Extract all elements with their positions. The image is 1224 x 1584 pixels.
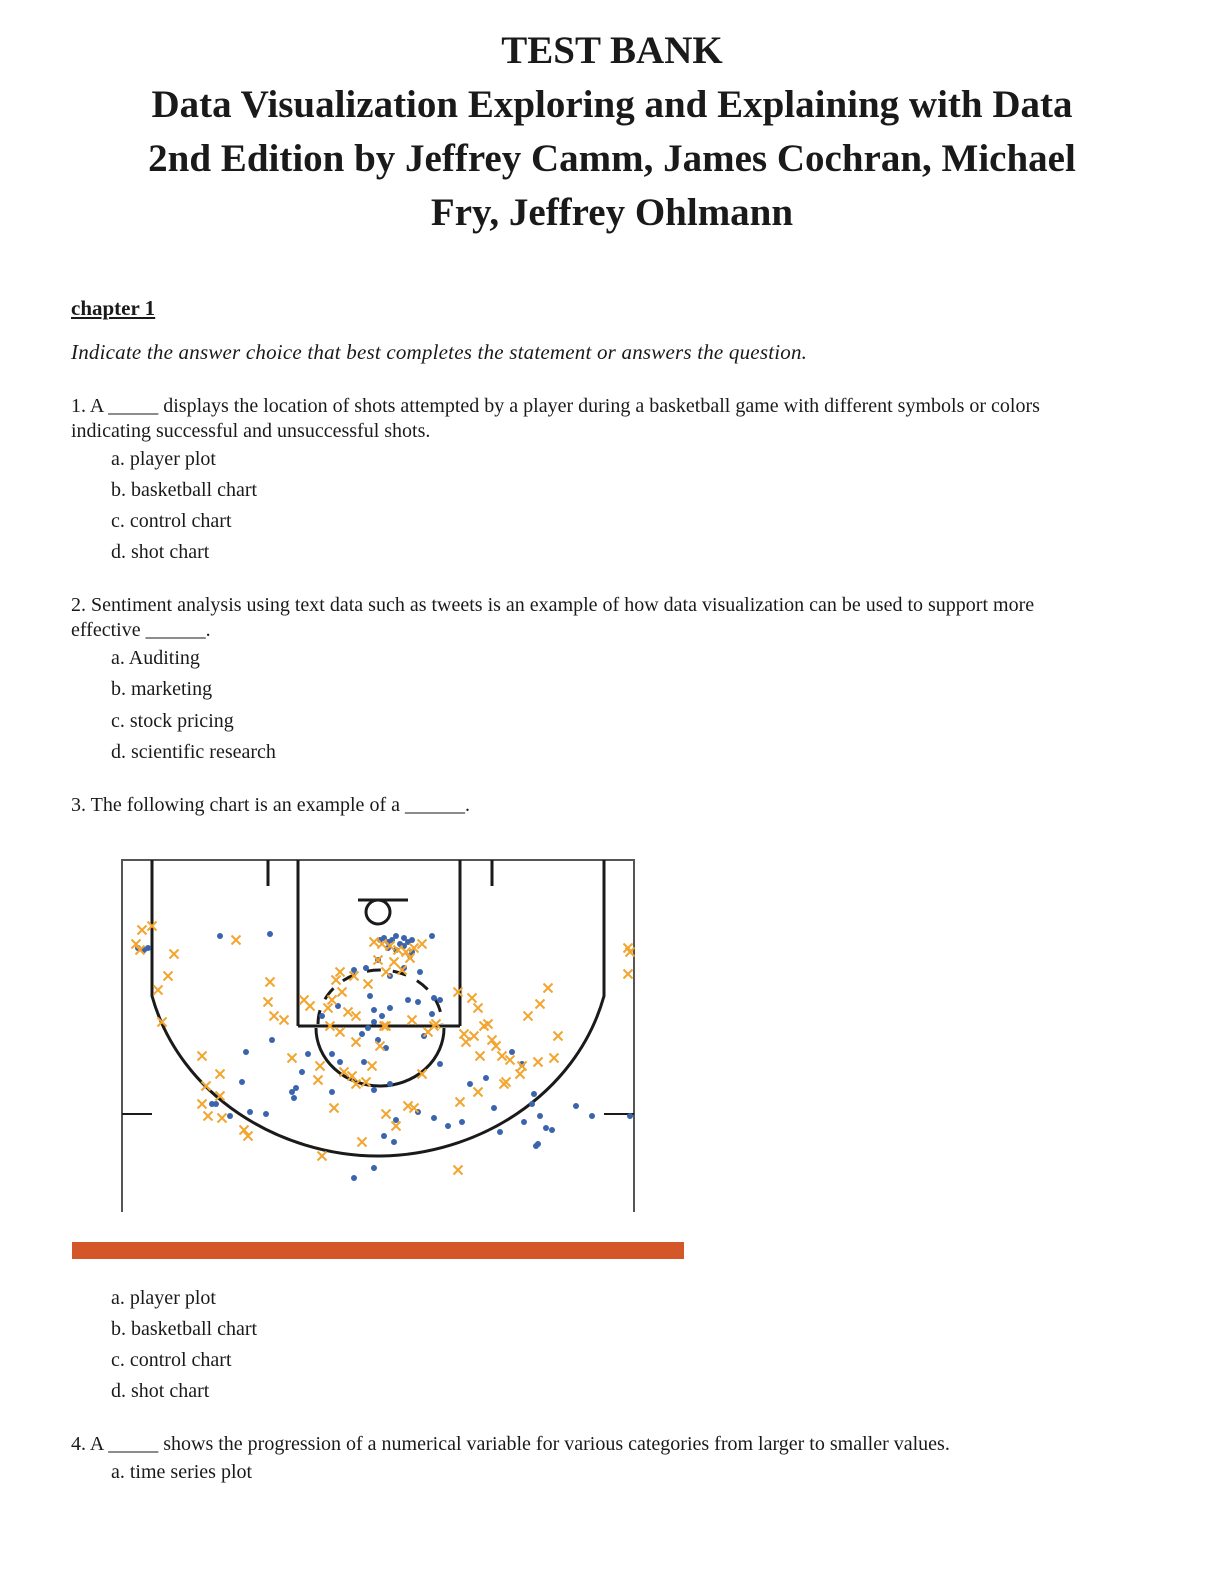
- title-line: Data Visualization Exploring and Explaining with Data: [151, 83, 1073, 126]
- question-1-stem: [71, 394, 1144, 444]
- missed-shot-point: [524, 1012, 533, 1021]
- made-shots: [135, 931, 633, 1181]
- missed-shot-point: [138, 926, 147, 935]
- missed-shot-point: [216, 1070, 225, 1079]
- missed-shot-point: [550, 1054, 559, 1063]
- made-shot-point: [429, 1011, 435, 1017]
- made-shot-point: [387, 1081, 393, 1087]
- missed-shot-point: [314, 1076, 323, 1085]
- made-shot-point: [243, 1049, 249, 1055]
- chapter-heading: chapter 1: [71, 296, 156, 320]
- made-shot-point: [437, 997, 443, 1003]
- question-3-option-a: a. player plot: [111, 1287, 216, 1309]
- made-shot-point: [319, 1013, 325, 1019]
- question-2-option-c: c. stock pricing: [111, 710, 234, 732]
- title-line: Fry, Jeffrey Ohlmann: [430, 191, 794, 234]
- made-shot-point: [535, 1141, 541, 1147]
- made-shot-point: [227, 1113, 233, 1119]
- question-stem-line: 3. The following chart is an example of a ______.: [71, 794, 470, 816]
- made-shot-point: [239, 1079, 245, 1085]
- missed-shot-point: [306, 1002, 315, 1011]
- missed-shot-point: [280, 1016, 289, 1025]
- missed-shot-point: [232, 936, 241, 945]
- missed-shot-point: [624, 970, 633, 979]
- made-shot-point: [293, 1085, 299, 1091]
- missed-shot-point: [390, 958, 399, 967]
- made-shot-point: [497, 1129, 503, 1135]
- made-shot-point: [459, 1119, 465, 1125]
- made-shot-point: [483, 1075, 489, 1081]
- missed-shot-point: [474, 1004, 483, 1013]
- missed-shot-point: [198, 1100, 207, 1109]
- missed-shot-point: [462, 1038, 471, 1047]
- made-shot-point: [431, 995, 437, 1001]
- made-shot-point: [269, 1037, 275, 1043]
- missed-shot-point: [454, 1166, 463, 1175]
- missed-shot-point: [376, 1042, 385, 1051]
- made-shot-point: [573, 1103, 579, 1109]
- made-shot-point: [467, 1081, 473, 1087]
- made-shot-point: [627, 1113, 633, 1119]
- made-shot-point: [291, 1095, 297, 1101]
- made-shot-point: [409, 937, 415, 943]
- question-stem-line: effective ______.: [71, 619, 211, 641]
- made-shot-point: [363, 965, 369, 971]
- missed-shot-point: [352, 1038, 361, 1047]
- made-shot-point: [351, 967, 357, 973]
- made-shot-point: [329, 1089, 335, 1095]
- question-4-option-a: a. time series plot: [111, 1461, 253, 1483]
- question-2-option-a: a. Auditing: [111, 647, 200, 669]
- question-stem-line: indicating successful and unsuccessful shots.: [71, 420, 431, 442]
- made-shot-point: [371, 1087, 377, 1093]
- made-shot-point: [217, 933, 223, 939]
- made-shot-point: [361, 1059, 367, 1065]
- made-shot-point: [405, 997, 411, 1003]
- made-shot-point: [589, 1113, 595, 1119]
- missed-shot-point: [266, 978, 275, 987]
- made-shot-point: [371, 1007, 377, 1013]
- missed-shot-point: [544, 984, 553, 993]
- made-shot-point: [429, 933, 435, 939]
- missed-shot-point: [336, 1028, 345, 1037]
- made-shot-point: [537, 1113, 543, 1119]
- missed-shot-point: [474, 1088, 483, 1097]
- made-shot-point: [263, 1111, 269, 1117]
- made-shot-point: [367, 993, 373, 999]
- made-shot-point: [145, 945, 151, 951]
- missed-shot-point: [382, 968, 391, 977]
- missed-shot-point: [318, 1152, 327, 1161]
- missed-shot-point: [476, 1052, 485, 1061]
- made-shot-point: [445, 1123, 451, 1129]
- made-shot-point: [267, 931, 273, 937]
- made-shot-point: [529, 1101, 535, 1107]
- question-2-option-b: b. marketing: [111, 678, 213, 700]
- made-shot-point: [437, 1061, 443, 1067]
- question-stem-line: 1. A _____ displays the location of shots attempted by a player during a basketball game with different symbols or colors: [71, 395, 1040, 417]
- missed-shot-point: [368, 1062, 377, 1071]
- made-shot-point: [393, 933, 399, 939]
- missed-shot-point: [288, 1054, 297, 1063]
- missed-shot-point: [534, 1058, 543, 1067]
- missed-shot-point: [460, 1030, 469, 1039]
- missed-shot-point: [374, 956, 383, 965]
- missed-shot-point: [554, 1032, 563, 1041]
- question-3-stem: [71, 793, 1144, 818]
- missed-shot-point: [170, 950, 179, 959]
- made-shot-point: [209, 1101, 215, 1107]
- missed-shot-point: [470, 1032, 479, 1041]
- rim: [366, 900, 390, 924]
- missed-shot-point: [316, 1062, 325, 1071]
- question-stem-line: 2. Sentiment analysis using text data such as tweets is an example of how data visualization can be used to support more: [71, 594, 1035, 616]
- made-shot-point: [521, 1119, 527, 1125]
- question-1-option-d: d. shot chart: [111, 541, 210, 563]
- made-shot-point: [305, 1051, 311, 1057]
- title-line: 2nd Edition by Jeffrey Camm, James Cochran, Michael: [148, 137, 1076, 180]
- made-shot-point: [379, 1013, 385, 1019]
- missed-shot-point: [204, 1112, 213, 1121]
- missed-shot-point: [516, 1070, 525, 1079]
- made-shot-point: [491, 1105, 497, 1111]
- missed-shot-point: [536, 1000, 545, 1009]
- missed-shot-point: [408, 1016, 417, 1025]
- question-1-option-c: c. control chart: [111, 510, 232, 532]
- made-shot-point: [337, 1059, 343, 1065]
- question-2-stem: [71, 593, 1144, 643]
- question-1-option-b: b. basketball chart: [111, 479, 258, 501]
- missed-shot-point: [198, 1052, 207, 1061]
- made-shot-point: [299, 1069, 305, 1075]
- made-shot-point: [431, 1115, 437, 1121]
- made-shot-point: [365, 1025, 371, 1031]
- missed-shot-point: [330, 1104, 339, 1113]
- made-shot-point: [381, 1133, 387, 1139]
- made-shot-point: [549, 1127, 555, 1133]
- question-3-option-c: c. control chart: [111, 1349, 232, 1371]
- missed-shot-point: [338, 988, 347, 997]
- missed-shot-point: [218, 1114, 227, 1123]
- made-shot-point: [247, 1109, 253, 1115]
- made-shot-point: [393, 1117, 399, 1123]
- missed-shot-point: [202, 1082, 211, 1091]
- question-4-stem: [71, 1432, 1144, 1457]
- missed-shot-point: [358, 1138, 367, 1147]
- made-shot-point: [509, 1049, 515, 1055]
- document-title: [60, 24, 1164, 240]
- made-shot-point: [359, 1031, 365, 1037]
- instructions: Indicate the answer choice that best completes the statement or answers the question.: [71, 340, 808, 364]
- question-3-option-d: d. shot chart: [111, 1380, 210, 1402]
- made-shot-point: [391, 1139, 397, 1145]
- question-1-option-a: a. player plot: [111, 448, 216, 470]
- title-line: TEST BANK: [501, 29, 723, 72]
- question-3-option-b: b. basketball chart: [111, 1318, 258, 1340]
- question-stem-line: 4. A _____ shows the progression of a numerical variable for various categories from larger to smaller values.: [71, 1433, 950, 1455]
- made-shot-point: [351, 1175, 357, 1181]
- missed-shot-point: [154, 986, 163, 995]
- missed-shot-point: [468, 994, 477, 1003]
- question-2-option-d: d. scientific research: [111, 741, 276, 763]
- made-shot-point: [531, 1091, 537, 1097]
- made-shot-point: [415, 999, 421, 1005]
- missed-shot-point: [164, 972, 173, 981]
- made-shot-point: [371, 1019, 377, 1025]
- missed-shot-point: [264, 998, 273, 1007]
- made-shot-point: [417, 969, 423, 975]
- missed-shot-point: [270, 1012, 279, 1021]
- made-shot-point: [543, 1125, 549, 1131]
- made-shot-point: [371, 1165, 377, 1171]
- made-shot-point: [329, 1051, 335, 1057]
- missed-shot-point: [382, 1110, 391, 1119]
- orange-divider-bar: [72, 1242, 684, 1259]
- made-shot-point: [387, 1005, 393, 1011]
- missed-shot-point: [364, 980, 373, 989]
- shot-chart: [120, 858, 636, 1214]
- missed-shot-point: [456, 1098, 465, 1107]
- missed-shot-point: [370, 938, 379, 947]
